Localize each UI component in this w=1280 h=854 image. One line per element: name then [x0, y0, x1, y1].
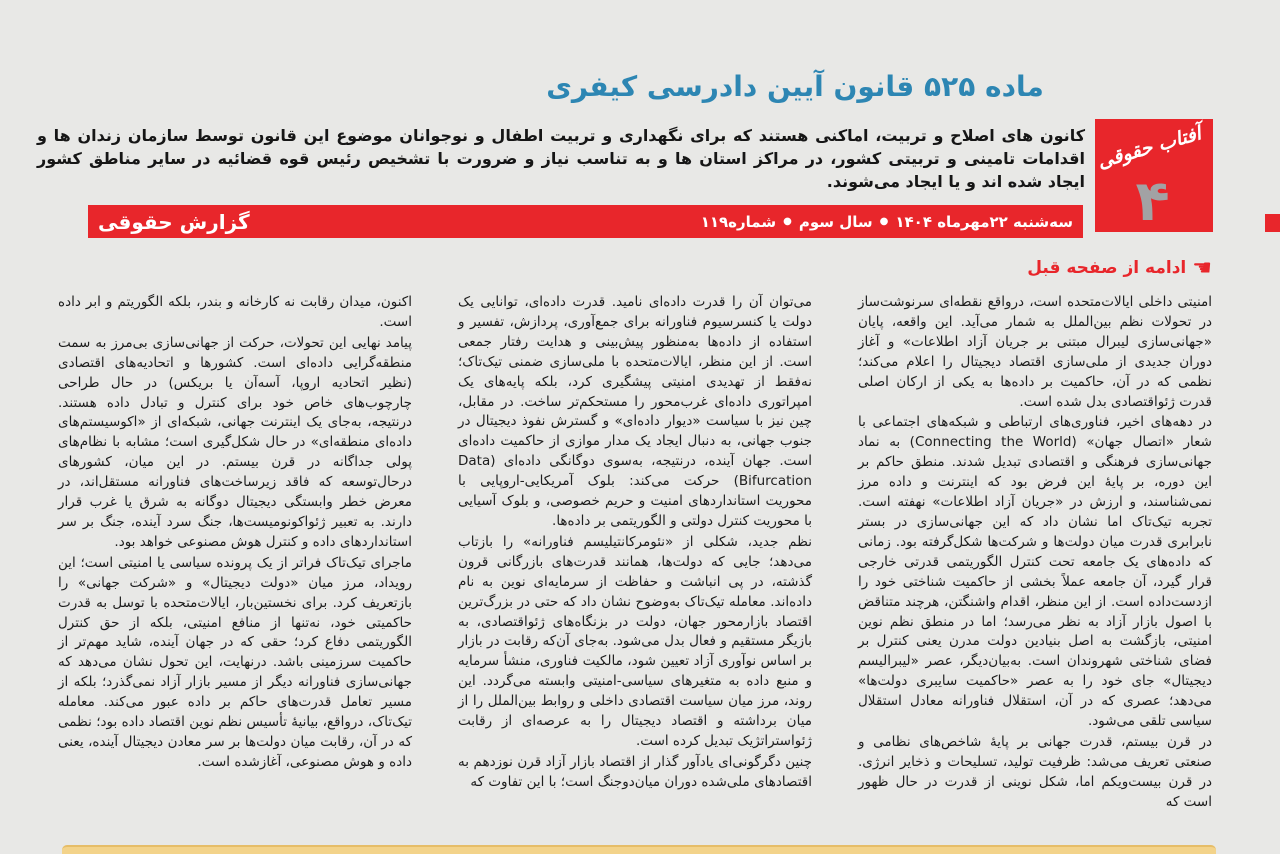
bullet-separator-icon: ● — [783, 215, 792, 227]
newspaper-logo — [1095, 119, 1213, 235]
page-number: ۴ — [1135, 169, 1170, 235]
paragraph: پیامد نهایی این تحولات، حرکت از جهانی‌سازی بی‌مرز به سمت منطقه‌گرایی داده‌ای است. کشورها و اتحادیه‌های اقتصادی (نظیر اتحادیه اروپا، آسه‌آن یا بریکس) در حال طراحی چارچوب‌های خاص خود برای کنترل و تبادل داده هستند. درنتیجه، به‌جای یک اینترنت جهانی، شبکه‌ای از «اکوسیستم‌های داده‌ای منطقه‌ای» در حال شکل‌گیری است؛ مشابه با نظام‌های پولی جداگانه در قرن بیستم. در این میان، کشورهای درحال‌توسعه که فاقد زیرساخت‌های فناورانه مستقل‌اند، در معرض خطر وابستگی دیجیتال دوگانه به شرق یا غرب قرار دارند. به تعبیر ژئواکونومیست‌ها، جنگ سرد آینده، جنگ بر سر استانداردهای داده و کنترل هوش مصنوعی خواهد بود. — [58, 334, 412, 550]
section-title: گزارش حقوقی — [98, 209, 250, 234]
year-text: سال سوم — [798, 212, 873, 231]
newspaper-logo-title: آفتاب حقوقی — [1095, 122, 1204, 173]
paragraph: امنیتی داخلی ایالات‌متحده است، درواقع نقطه‌ای سرنوشت‌ساز در تحولات نظم بین‌الملل به شمار می‌آید. این واقعه، پایان «جهانی‌سازی لیبرال مبتنی بر جریان آزاد اطلاعات» و آغاز دوران جدیدی از ملی‌سازی اقتصاد دیجیتال را اعلام می‌کند؛ نظمی که در آن، حاکمیت بر داده‌ها به یکی از ارکان اصلی قدرت ژئواقتصادی بدل شده است. — [858, 294, 1212, 410]
paragraph: در قرن بیستم، قدرت جهانی بر پایهٔ شاخص‌های نظامی و صنعتی تعریف می‌شد: ظرفیت تولید، تسلیحات و ذخایر انرژی. در قرن بیست‌ویکم اما، شکل نوینی از قدرت در حال ظهور است که — [858, 733, 1212, 810]
paragraph: ماجرای تیک‌تاک فراتر از یک پرونده سیاسی یا امنیتی است؛ این رویداد، مرز میان «دولت دیجیتال» و «شرکت جهانی» را بازتعریف کرد. برای نخستین‌بار، ایالات‌متحده با توسل به قدرت حاکمیتی خود، نه‌تنها از منافع امنیتی، بلکه از حق کنترل الگوریتمی دفاع کرد؛ حقی که در جهان آینده، شاید مهم‌تر از حاکمیت سرزمینی باشد. درنهایت، این تحول نشان می‌دهد که جهانی‌سازی فناورانه دیگر از مسیر بازار آزاد نمی‌گذرد؛ بلکه از مسیر تعامل قدرت‌های حاکم بر داده عبور می‌کند. معامله تیک‌تاک، درواقع، بیانیهٔ تأسیس نظم نوین اقتصاد داده بود؛ نظمی که در آن، رقابت میان دولت‌ها بر سر معادن دیجیتال آینده، یعنی داده و هوش مصنوعی، آغازشده است. — [58, 554, 412, 770]
pointing-hand-icon: ☚ — [1192, 256, 1212, 281]
page-edge-red-tab — [1265, 214, 1280, 232]
bullet-separator-icon: ● — [879, 215, 889, 227]
article-lead-paragraph: کانون های اصلاح و تربیت، اماکنی هستند که برای نگهداری و تربیت اطفال و نوجوانان موضوع این قانون توسط سازمان زندان ها و اقدامات تامینی و تربیتی کشور، در مراکز استان ها و به تناسب نیاز و ضرورت با تشخیص رئیس قوه قضائیه در سایر مناطق کشور ایجاد شده اند و یا ایجاد می‌شوند. — [37, 126, 1085, 191]
issue-number-text: شماره۱۱۹ — [700, 212, 777, 231]
article-headline: ماده ۵۲۵ قانون آیین دادرسی کیفری — [546, 70, 1044, 103]
continued-from-previous-page — [858, 256, 1212, 282]
paragraph: چنین دگرگونی‌ای یادآور گذار از اقتصاد بازار آزاد قرن نوزدهم به اقتصادهای ملی‌شده دوران میان‌دوجنگ است؛ با این تفاوت که — [458, 753, 812, 790]
date-text: سه‌شنبه ۲۲مهرماه ۱۴۰۴ — [895, 212, 1073, 231]
paragraph: نظم جدید، شکلی از «نئومرکانتیلیسم فناورانه» را بازتاب می‌دهد؛ جایی که دولت‌ها، همانند قدرت‌های بازرگانی قرون گذشته، در پی انباشت و حفاظت از سرمایه‌ای نوین به نام داده‌اند. معامله تیک‌تاک به‌وضوح نشان داد که حتی در بزرگ‌ترین اقتصاد بازارمحور جهان، دولت در بزنگاه‌های ژئواقتصادی، به بازیگر مستقیم و فعال بدل می‌شود. به‌جای آن‌که رقابت در بازار بر اساس نوآوری آزاد تعیین شود، مالکیت فناوری، منشأ سرمایه و منبع داده به متغیرهای سیاسی-امنیتی وابسته می‌گردد. این روند، مرز میان سیاست اقتصادی داخلی و روابط بین‌الملل را از میان برداشته و اقتصاد دیجیتال را به عرصه‌ای از رقابت ژئواستراتژیک تبدیل کرده است. — [458, 533, 812, 749]
dateline-bar — [88, 205, 1083, 238]
text-column-left — [58, 256, 412, 774]
continued-label: ادامه از صفحه قبل — [1027, 258, 1187, 279]
next-section-yellow-strip — [62, 845, 1216, 854]
text-column-middle — [458, 256, 812, 794]
paragraph: در دهه‌های اخیر، فناوری‌های ارتباطی و شبکه‌های اجتماعی با شعار «اتصال جهان» (Connecting the World) به نماد جهانی‌سازی فرهنگی و اقتصادی تبدیل شدند. منطق حاکم بر این دوره، بر پایهٔ این فرض بود که اینترنت و داده مرز نمی‌شناسند، و ارزش در «جریان آزاد اطلاعات» نهفته است. تجربه تیک‌تاک اما نشان داد که این جهانی‌سازی در بستر نابرابری قدرت میان دولت‌ها و شرکت‌ها شکل‌گرفته بود. زمانی که داده‌های یک جامعه تحت کنترل الگوریتمی قدرتی خارجی قرار گیرد، آن جامعه عملاً بخشی از حاکمیت شناختی خود را ازدست‌داده است. از این منظر، اقدام واشنگتن، هرچند متناقض با اصول بازار آزاد به نظر می‌رسد؛ اما در منطق نظم نوین امنیتی، بازگشت به اصل بنیادین دولت مدرن یعنی کنترل بر فضای شناختی شهروندان است. به‌بیان‌دیگر، عصر «لیبرالیسم دیجیتال» جای خود را به عصر «حاکمیت سایبری دولت‌ها» می‌دهد؛ عصری که در آن، استقلال فناورانه معادل استقلال سیاسی تلقی می‌شود. — [858, 414, 1212, 730]
paragraph: اکنون، میدان رقابت نه کارخانه و بندر، بلکه الگوریتم و ابر داده است. — [58, 294, 412, 330]
dateline — [701, 213, 1073, 231]
article-body — [58, 256, 1212, 814]
text-column-right — [858, 256, 1212, 814]
paragraph: می‌توان آن را قدرت داده‌ای نامید. قدرت داده‌ای، توانایی یک دولت یا کنسرسیوم فناورانه برای جمع‌آوری، پردازش، تفسیر و استفاده از داده‌ها به‌منظور پیش‌بینی و هدایت رفتار جمعی است. از این منظر، ایالات‌متحده با ملی‌سازی ضمنی تیک‌تاک؛ نه‌فقط از تهدیدی امنیتی پیشگیری کرد، بلکه پایه‌های یک امپراتوری داده‌ای غرب‌محور را مستحکم‌تر ساخت. در مقابل، چین نیز با سیاست «دیوار داده‌ای» و گسترش نفوذ دیجیتال در جنوب جهانی، به دنبال ایجاد یک مدار موازی از حاکمیت داده‌ای است. جهان آینده، درنتیجه، به‌سوی دوگانگی داده‌ای (Data Bifurcation) حرکت می‌کند: بلوک آمریکایی-اروپایی با محوریت استانداردهای امنیت و حریم خصوصی، و بلوک آسیایی با محوریت کنترل دولتی و الگوریتمی بر داده‌ها. — [458, 294, 812, 529]
